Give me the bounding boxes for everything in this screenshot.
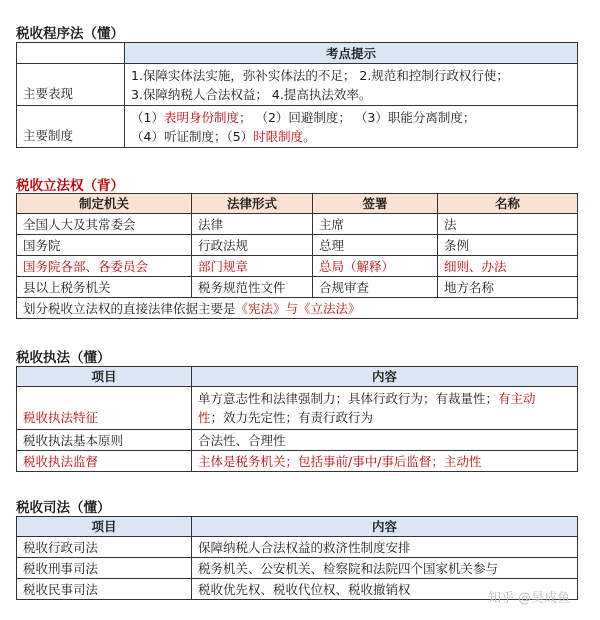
table-row bbox=[17, 387, 578, 430]
table-row bbox=[17, 537, 578, 558]
text-segment: ； （2）回避制度； （3）职能分离制度； bbox=[238, 109, 476, 125]
table-cell: 主席 bbox=[313, 214, 438, 235]
table-cell: 条例 bbox=[438, 235, 578, 256]
table-cell: 县以上税务机关 bbox=[17, 277, 192, 298]
table-row bbox=[17, 558, 578, 579]
table-cell: 税收执法基本原则 bbox=[17, 430, 192, 451]
content-line: 1.保障实体法实施，弥补实体法的不足； 2.规范和控制行政权行使； bbox=[131, 67, 509, 83]
table-cell: 总局（解释） bbox=[313, 256, 438, 277]
table-row bbox=[17, 430, 578, 451]
table-header: 项目 bbox=[17, 517, 192, 537]
section-title-legislative-power: 税收立法权（背） bbox=[16, 178, 124, 194]
table-header: 内容 bbox=[192, 367, 578, 387]
tax-enforcement-table bbox=[16, 366, 578, 472]
table-row bbox=[17, 64, 578, 106]
highlight-text: 《宪法》与《立法法》 bbox=[235, 300, 361, 316]
table-header-blank bbox=[17, 43, 125, 64]
table-row bbox=[17, 214, 578, 235]
row-content bbox=[125, 64, 578, 106]
section-title-procedure-law: 税收程序法（懂） bbox=[16, 26, 124, 42]
content-line bbox=[131, 127, 571, 146]
highlight-text: 性 bbox=[198, 410, 211, 425]
table-header: 制定机关 bbox=[17, 194, 192, 214]
table-cell: 合法性、合理性 bbox=[192, 430, 578, 451]
table-cell: 税收刑事司法 bbox=[17, 558, 192, 579]
table-cell: 保障纳税人合法权益的救济性制度安排 bbox=[192, 537, 578, 558]
table-cell: 合规审查 bbox=[313, 277, 438, 298]
text-segment: （1） bbox=[131, 109, 164, 125]
table-cell: 国务院各部、各委员会 bbox=[17, 256, 192, 277]
row-content bbox=[192, 387, 578, 430]
table-cell: 地方名称 bbox=[438, 277, 578, 298]
table-cell: 全国人大及其常委会 bbox=[17, 214, 192, 235]
row-label: 税收执法特征 bbox=[17, 387, 192, 430]
table-cell: 部门规章 bbox=[192, 256, 313, 277]
table-footer-row bbox=[17, 298, 578, 319]
table-header: 考点提示 bbox=[125, 43, 578, 64]
table-cell: 税收执法监督 bbox=[17, 451, 192, 472]
highlight-text: 时限制度 bbox=[253, 128, 304, 144]
section-title-tax-judiciary: 税收司法（懂） bbox=[16, 500, 111, 516]
table-row bbox=[17, 106, 578, 148]
table-cell: 税务规范性文件 bbox=[192, 277, 313, 298]
table-row bbox=[17, 277, 578, 298]
table-cell: 税收优先权、税收代位权、税收撤销权 bbox=[192, 579, 578, 600]
table-row-highlight bbox=[17, 256, 578, 277]
table-cell: 细则、办法 bbox=[438, 256, 578, 277]
table-row bbox=[17, 235, 578, 256]
row-label: 主要制度 bbox=[17, 106, 125, 148]
table-cell: 法律 bbox=[192, 214, 313, 235]
table-cell: 税务机关、公安机关、检察院和法院四个国家机关参与 bbox=[192, 558, 578, 579]
table-cell: 行政法规 bbox=[192, 235, 313, 256]
text-segment: 单方意志性和法律强制力；具体行政行为；有裁量性； bbox=[198, 391, 499, 406]
footer-cell bbox=[17, 298, 578, 319]
row-label: 主要表现 bbox=[17, 64, 125, 106]
text-segment: 划分税收立法权的直接法律依据主要是 bbox=[23, 300, 236, 316]
table-header: 签署 bbox=[313, 194, 438, 214]
procedure-law-table bbox=[16, 42, 578, 148]
table-header: 名称 bbox=[438, 194, 578, 214]
text-segment: 。 bbox=[303, 128, 316, 144]
legislative-power-table bbox=[16, 193, 578, 319]
table-cell: 税收民事司法 bbox=[17, 579, 192, 600]
table-cell: 主体是税务机关；包括事前/事中/事后监督；主动性 bbox=[192, 451, 578, 472]
content-line bbox=[198, 389, 571, 408]
content-line bbox=[131, 108, 571, 127]
table-cell: 税收行政司法 bbox=[17, 537, 192, 558]
watermark: 知乎 @昊成鱼 bbox=[488, 591, 571, 606]
section-title-tax-enforcement: 税收执法（懂） bbox=[16, 350, 111, 366]
table-header: 法律形式 bbox=[192, 194, 313, 214]
content-line: 3.保障纳税人合法权益； 4.提高执法效率。 bbox=[131, 86, 372, 102]
table-cell: 总理 bbox=[313, 235, 438, 256]
table-cell: 国务院 bbox=[17, 235, 192, 256]
highlight-text: 有主动 bbox=[498, 391, 536, 406]
table-row-highlight bbox=[17, 451, 578, 472]
text-segment: （4）听证制度；（5） bbox=[131, 128, 254, 144]
row-content bbox=[125, 106, 578, 148]
highlight-text: 表明身份制度 bbox=[163, 109, 239, 125]
text-segment: ；效力先定性；有责行政行为 bbox=[210, 410, 374, 425]
table-header: 项目 bbox=[17, 367, 192, 387]
table-cell: 法 bbox=[438, 214, 578, 235]
table-header: 内容 bbox=[192, 517, 578, 537]
content-line bbox=[198, 408, 571, 427]
